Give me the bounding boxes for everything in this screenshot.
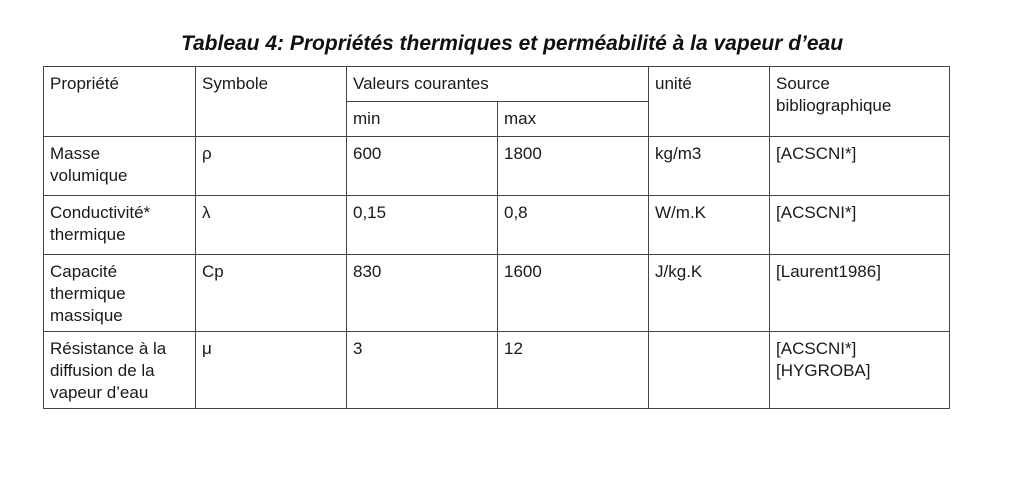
cell-propriete-text: Masse volumique: [50, 144, 128, 185]
table-header-row: [44, 67, 950, 102]
cell-min: 830: [347, 255, 498, 332]
cell-propriete: [44, 332, 196, 409]
cell-propriete-text: Résistance à la diffusion de la vapeur d’eau: [50, 339, 167, 402]
cell-unite: W/m.K: [649, 196, 770, 255]
header-propriete: Propriété: [44, 67, 196, 137]
header-source: [770, 67, 950, 137]
cell-max: 1600: [498, 255, 649, 332]
table-row: [44, 137, 950, 196]
cell-unite: kg/m3: [649, 137, 770, 196]
cell-symbole: Cp: [196, 255, 347, 332]
cell-source: [770, 196, 950, 255]
cell-propriete: [44, 255, 196, 332]
cell-symbole: ρ: [196, 137, 347, 196]
table-caption: Tableau 4: Propriétés thermiques et perméabilité à la vapeur d’eau: [180, 32, 844, 55]
table-row: [44, 255, 950, 332]
cell-min: 0,15: [347, 196, 498, 255]
header-unite: unité: [649, 67, 770, 137]
cell-propriete-text: Capacité thermique massique: [50, 262, 126, 325]
cell-unite: [649, 332, 770, 409]
header-symbole: Symbole: [196, 67, 347, 137]
cell-source: [770, 255, 950, 332]
header-source-label: Source bibliographique: [776, 74, 892, 115]
header-min: min: [347, 102, 498, 137]
cell-source-text: [Laurent1986]: [776, 262, 881, 281]
properties-table: [43, 66, 950, 409]
cell-symbole: λ: [196, 196, 347, 255]
cell-symbole: μ: [196, 332, 347, 409]
cell-min: 3: [347, 332, 498, 409]
cell-source: [770, 137, 950, 196]
cell-propriete-text: Conductivité* thermique: [50, 203, 151, 244]
table-row: [44, 332, 950, 409]
cell-source: [770, 332, 950, 409]
header-max: max: [498, 102, 649, 137]
cell-propriete: [44, 196, 196, 255]
cell-max: 12: [498, 332, 649, 409]
cell-source-text: [ACSCNI*] [HYGROBA]: [776, 339, 871, 380]
cell-max: 1800: [498, 137, 649, 196]
cell-source-text: [ACSCNI*]: [776, 144, 857, 163]
cell-max: 0,8: [498, 196, 649, 255]
header-valeurs-courantes: Valeurs courantes: [347, 67, 649, 102]
cell-unite: J/kg.K: [649, 255, 770, 332]
cell-propriete: [44, 137, 196, 196]
cell-min: 600: [347, 137, 498, 196]
cell-source-text: [ACSCNI*]: [776, 203, 857, 222]
table-row: [44, 196, 950, 255]
